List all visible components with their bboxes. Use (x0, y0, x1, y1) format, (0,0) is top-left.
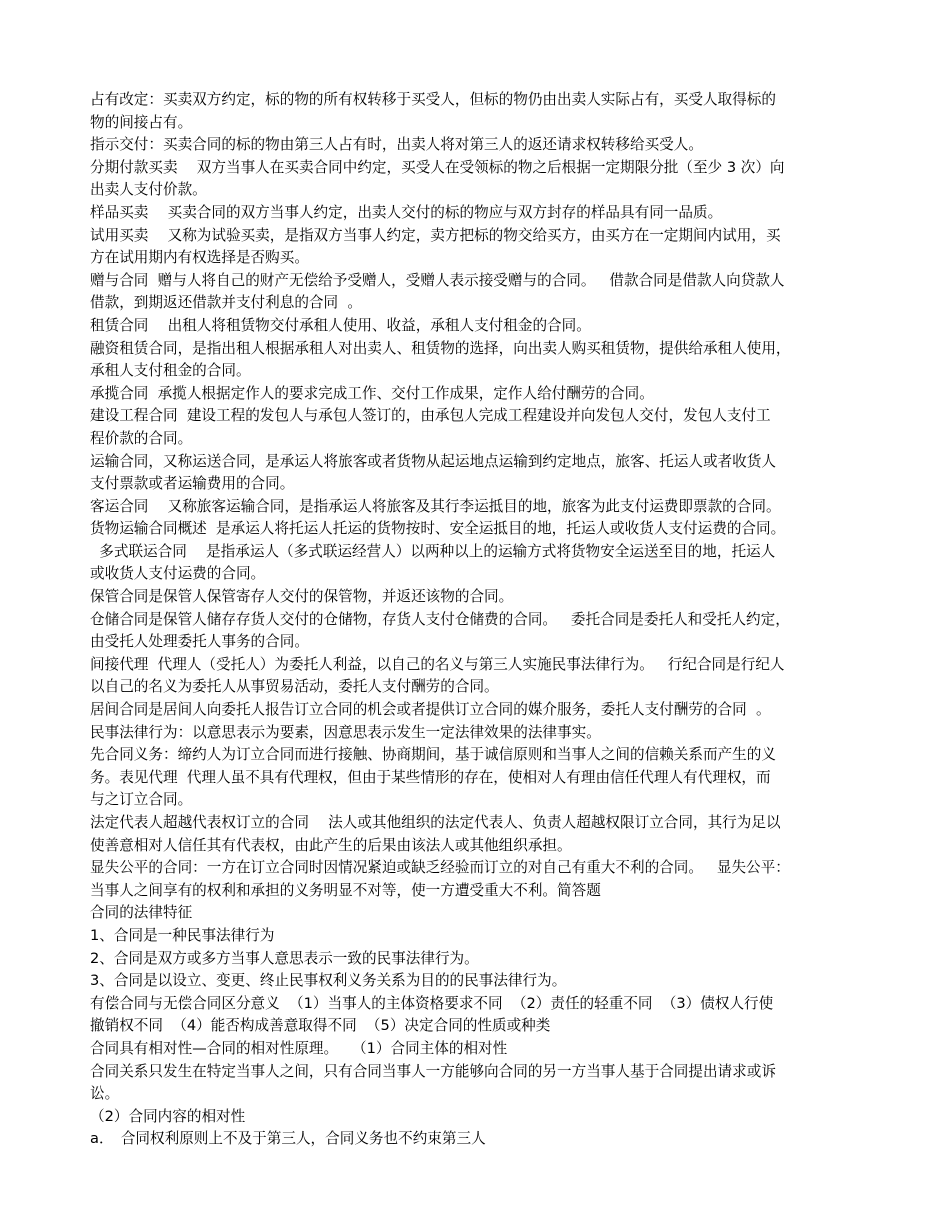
text-line: 合同的法律特征 (90, 904, 193, 922)
text-line: 先合同义务：缔约人为订立合同而进行接触、协商期间，基于诚信原则和当事人之间的信赖关系而产生的义 (90, 746, 776, 764)
text-line: 承租人支付租金的合同。 (90, 362, 251, 380)
text-line: 合同关系只发生在特定当事人之间，只有合同当事人一方能够向合同的另一方当事人基于合同提出请求或诉 (90, 1062, 776, 1080)
text-line: 出卖人支付价款。 (90, 181, 207, 199)
text-line: 显失公平的合同：一方在订立合同时因情况紧迫或缺乏经验而订立的对自己有重大不利的合同。 显失公平： (90, 859, 790, 877)
text-line: 民事法律行为：以意思表示为要素，因意思表示发生一定法律效果的法律事实。 (90, 723, 601, 741)
text-line: 赠与合同 赠与人将自己的财产无偿给予受赠人，受赠人表示接受赠与的合同。 借款合同是借款人向贷款人 (90, 271, 785, 289)
text-line: 撤销权不同 （4）能否构成善意取得不同 （5）决定合同的性质或种类 (90, 1017, 551, 1035)
text-line: 物的间接占有。 (90, 113, 193, 131)
text-line: 租赁合同 出租人将租赁物交付承租人使用、收益，承租人支付租金的合同。 (90, 316, 591, 334)
text-line: 合同具有相对性—合同的相对性原理。 （1）合同主体的相对性 (90, 1039, 508, 1057)
text-line: 间接代理 代理人（受托人）为委托人利益，以自己的名义与第三人实施民事法律行为。 行纪合同是行纪人 (90, 655, 785, 673)
text-line: 务。表见代理 代理人虽不具有代理权，但由于某些情形的存在，使相对人有理由信任代理人有代理权，而 (90, 768, 771, 786)
text-line: 仓储合同是保管人储存存货人交付的仓储物，存货人支付仓储费的合同。 委托合同是委托人和受托人约定， (90, 610, 790, 628)
text-line: a． 合同权利原则上不及于第三人，合同义务也不约束第三人 (90, 1130, 486, 1148)
document-body (90, 89, 866, 1151)
text-line: （2）合同内容的相对性 (90, 1107, 246, 1125)
text-line: 多式联运合同 是指承运人（多式联运经营人）以两种以上的运输方式将货物安全运送至目的地，托运人 (90, 542, 776, 560)
text-line: 借款，到期返还借款并支付利息的合同 。 (90, 294, 362, 312)
text-line: 方在试用期内有权选择是否购买。 (90, 249, 309, 267)
text-line: 货物运输合同概述 是承运人将托运人托运的货物按时、安全运抵目的地，托运人或收货人支付运费的合同。 (90, 520, 786, 538)
text-line: 试用买卖 又称为试验买卖，是指双方当事人约定，卖方把标的物交给买方，由买方在一定期间内试用，买 (90, 226, 781, 244)
text-line: 以自己的名义为委托人从事贸易活动，委托人支付酬劳的合同。 (90, 678, 499, 696)
text-line: 融资租赁合同，是指出租人根据承租人对出卖人、租赁物的选择，向出卖人购买租赁物，提供给承租人使用， (90, 339, 791, 357)
text-line: 1、合同是一种民事法律行为 (90, 926, 275, 944)
text-line: 使善意相对人信任其有代表权，由此产生的后果由该法人或其他组织承担。 (90, 836, 572, 854)
text-line: 与之订立合同。 (90, 791, 193, 809)
text-line: 2、合同是双方或多方当事人意思表示一致的民事法律行为。 (90, 949, 479, 967)
text-line: 居间合同是居间人向委托人报告订立合同的机会或者提供订立合同的媒介服务，委托人支付酬劳的合同 。 (90, 701, 771, 719)
text-line: 客运合同 又称旅客运输合同，是指承运人将旅客及其行李运抵目的地，旅客为此支付运费即票款的合同。 (90, 497, 781, 515)
text-line: 保管合同是保管人保管寄存人交付的保管物，并返还该物的合同。 (90, 588, 514, 606)
text-line: 样品买卖 买卖合同的双方当事人约定，出卖人交付的标的物应与双方封存的样品具有同一品质。 (90, 203, 723, 221)
text-line: 由受托人处理委托人事务的合同。 (90, 633, 309, 651)
text-line: 建设工程合同 建设工程的发包人与承包人签订的，由承包人完成工程建设并向发包人交付，发包人支付工 (90, 407, 771, 425)
text-line: 或收货人支付运费的合同。 (90, 565, 266, 583)
text-line: 法定代表人超越代表权订立的合同 法人或其他组织的法定代表人、负责人超越权限订立合同，其行为足以 (90, 814, 781, 831)
text-line: 指示交付：买卖合同的标的物由第三人占有时，出卖人将对第三人的返还请求权转移给买受人。 (90, 136, 703, 154)
text-line: 分期付款买卖 双方当事人在买卖合同中约定，买受人在受领标的物之后根据一定期限分批（至少 3 次）向 (90, 158, 785, 176)
text-line: 运输合同，又称运送合同，是承运人将旅客或者货物从起运地点运输到约定地点，旅客、托运人或者收货人 (90, 452, 776, 470)
text-line: 承揽合同 承揽人根据定作人的要求完成工作、交付工作成果，定作人给付酬劳的合同。 (90, 384, 654, 402)
text-line: 3、合同是以设立、变更、终止民事权利义务关系为目的的民事法律行为。 (90, 972, 567, 990)
text-line: 讼。 (90, 1085, 120, 1103)
text-line: 当事人之间享有的权利和承担的义务明显不对等，使一方遭受重大不利。简答题 (90, 881, 601, 899)
text-line: 程价款的合同。 (90, 429, 193, 447)
text-line: 占有改定：买卖双方约定，标的物的所有权转移于买受人，但标的物仍由出卖人实际占有，买受人取得标的 (90, 91, 776, 108)
text-line: 有偿合同与无偿合同区分意义 （1）当事人的主体资格要求不同 （2）责任的轻重不同 （3）债权人行使 (90, 994, 774, 1012)
text-line: 支付票款或者运输费用的合同。 (90, 475, 295, 493)
